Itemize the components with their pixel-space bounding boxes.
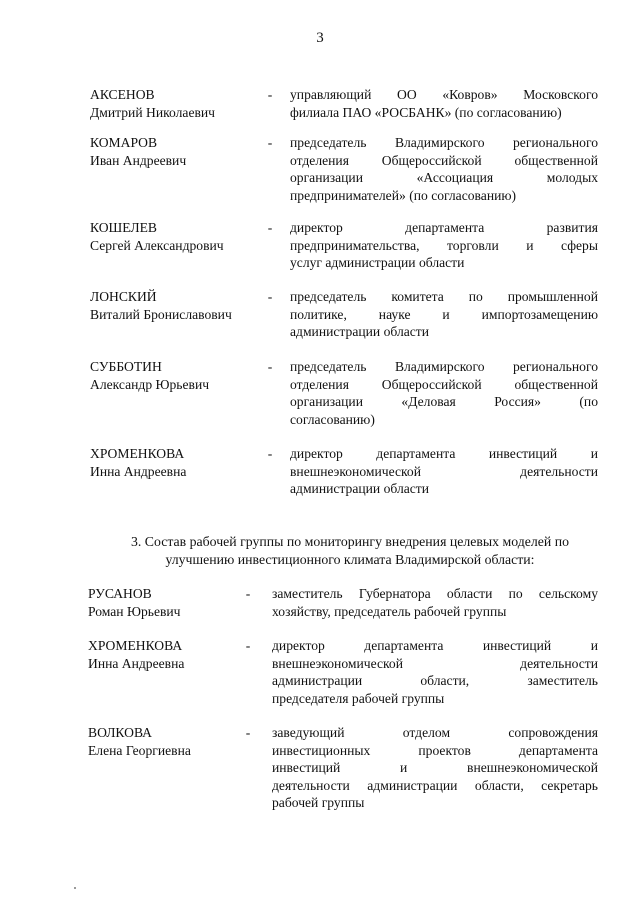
member-name [90,288,270,323]
member-role [272,724,598,812]
dash-separator: - [267,87,273,102]
page-number: 3 [316,30,324,46]
member-given-names: Роман Юрьевич [88,603,181,619]
role-line: рабочей группы [272,795,365,810]
role-line: инвестиций и внешнеэкономической [272,760,598,775]
role-line: предпринимателей» (по согласованию) [290,187,517,203]
member-role [290,86,598,121]
role-line: организации «Деловая Россия» (по [290,394,598,409]
role-line: председателя рабочей группы [272,690,445,706]
member-role [290,134,598,204]
member-role [290,358,598,428]
member-given-names: Инна Андреевна [90,463,187,479]
member-surname: СУББОТИН [90,359,162,374]
scan-speck [74,887,76,889]
role-line: организации «Ассоциация молодых [290,170,598,185]
role-line: заведующий отделом сопровождения [272,725,598,740]
member-surname: ХРОМЕНКОВА [90,446,185,461]
member-name [88,637,268,672]
member-given-names: Елена Георгиевна [88,742,191,758]
member-surname: АКСЕНОВ [90,87,155,102]
role-line: администрации области, заместитель [272,673,598,688]
dash-separator: - [267,446,273,461]
member-name [88,724,268,759]
member-role [290,445,598,498]
dash-separator: - [245,586,251,601]
member-given-names: Дмитрий Николаевич [90,104,216,120]
dash-separator: - [267,135,273,150]
member-surname: РУСАНОВ [88,586,152,601]
role-line: согласованию) [290,411,375,427]
role-line: предпринимательства, торговли и сферы [290,237,598,253]
role-line: председатель комитета по промышленной [290,289,598,304]
member-surname: ВОЛКОВА [88,725,152,740]
member-name [90,134,270,169]
member-given-names: Сергей Александрович [90,237,224,253]
role-line: деятельности администрации области, секретарь [272,777,598,793]
member-role [290,288,598,341]
role-line: внешнеэкономической деятельности [290,463,598,479]
section-heading: 3. Состав рабочей группы по мониторингу внедрения целевых моделей по улучшению инвестиционного климата Владимирской области: [130,534,570,567]
role-line: услуг администрации области [290,255,465,270]
role-line: хозяйству, председатель рабочей группы [272,603,507,619]
role-line: директор департамента инвестиций и [272,638,598,653]
member-given-names: Виталий Брониславович [90,306,232,322]
role-line: филиала ПАО «РОСБАНК» (по согласованию) [290,104,562,120]
dash-separator: - [267,289,273,304]
member-name [90,445,270,480]
member-given-names: Александр Юрьевич [90,376,210,392]
role-line: внешнеэкономической деятельности [272,655,598,671]
role-line: отделения Общероссийской общественной [290,152,598,168]
dash-separator: - [245,725,251,740]
role-line: председатель Владимирского регионального [290,359,598,374]
member-role [272,637,598,707]
member-surname: ЛОНСКИЙ [90,289,157,304]
role-line: администрации области [290,481,430,496]
member-name [90,86,270,121]
member-surname: КОШЕЛЕВ [90,220,157,235]
role-line: отделения Общероссийской общественной [290,376,598,392]
member-surname: КОМАРОВ [90,135,158,150]
member-given-names: Иван Андреевич [90,152,187,168]
role-line: заместитель Губернатора области по сельскому [272,586,598,601]
member-name [90,358,270,393]
role-line: инвестиционных проектов департамента [272,742,598,758]
role-line: политике, науке и импортозамещению [290,306,598,322]
member-role [272,585,598,620]
dash-separator: - [267,359,273,374]
member-role [290,219,598,272]
role-line: директор департамента развития [290,220,598,235]
dash-separator: - [267,220,273,235]
role-line: председатель Владимирского регионального [290,135,598,150]
member-surname: ХРОМЕНКОВА [88,638,183,653]
role-line: администрации области [290,324,430,339]
member-name [88,585,268,620]
member-given-names: Инна Андреевна [88,655,185,671]
role-line: директор департамента инвестиций и [290,446,598,461]
role-line: управляющий ОО «Ковров» Московского [290,87,598,102]
member-name [90,219,270,254]
dash-separator: - [245,638,251,653]
